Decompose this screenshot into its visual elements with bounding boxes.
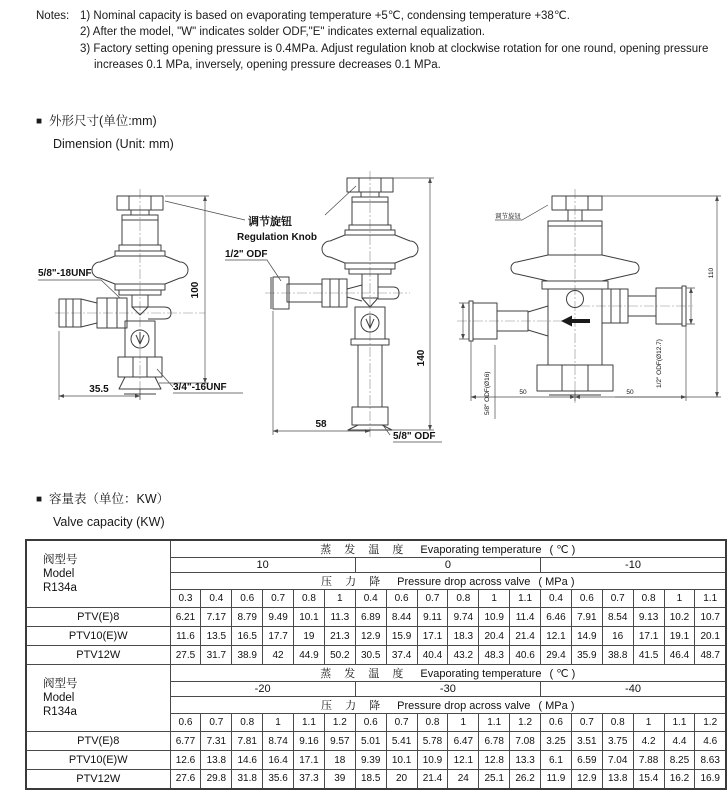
dimension-title-cn: ■ 外形尺寸(单位:mm)	[36, 114, 157, 129]
capacity-value: 18.3	[448, 627, 479, 646]
pressure-drop-value: 0.7	[417, 590, 448, 608]
section-bullet-icon: ■	[36, 494, 43, 506]
capacity-value: 7.91	[571, 608, 602, 627]
capacity-value: 3.51	[571, 732, 602, 751]
valve-body-outline	[271, 178, 418, 430]
capacity-value: 16.5	[232, 627, 263, 646]
capacity-value: 10.7	[695, 608, 726, 627]
note-item-2: 2) After the model, "W" indicates solder ODF,"E" indicates external equalization.	[80, 26, 485, 39]
capacity-value: 30.5	[355, 646, 386, 665]
capacity-value: 8.63	[695, 751, 726, 770]
capacity-value: 39	[324, 770, 355, 789]
pressure-drop-value: 0.6	[355, 714, 386, 732]
capacity-value: 7.04	[602, 751, 633, 770]
pressure-drop-value: 1	[448, 714, 479, 732]
notes-label: Notes:	[36, 10, 70, 22]
capacity-value: 6.78	[479, 732, 510, 751]
capacity-value: 14.9	[571, 627, 602, 646]
capacity-value: 20.4	[479, 627, 510, 646]
capacity-value: 9.13	[633, 608, 664, 627]
capacity-value: 20.1	[695, 627, 726, 646]
capacity-section-header	[36, 491, 728, 531]
capacity-value: 9.39	[355, 751, 386, 770]
model-header-cn: 阀型号	[43, 554, 78, 567]
capacity-value: 11.3	[324, 608, 355, 627]
capacity-value: 12.6	[170, 751, 201, 770]
capacity-value: 9.49	[263, 608, 294, 627]
capacity-value: 38.8	[602, 646, 633, 665]
label-right-port: 1/2" ODF(Ø12.7)	[656, 339, 663, 389]
capacity-value: 7.08	[510, 732, 541, 751]
label-side-port: 1/2" ODF	[225, 249, 268, 261]
angle-valve-drawing	[38, 189, 243, 400]
capacity-value: 13.5	[201, 627, 232, 646]
pressure-drop-value: 0.7	[571, 714, 602, 732]
capacity-value: 7.81	[232, 732, 263, 751]
capacity-value: 12.1	[448, 751, 479, 770]
capacity-value: 31.8	[232, 770, 263, 789]
section-bullet-icon: ■	[36, 116, 43, 128]
note-item-3: 3) Factory setting opening pressure is 0.4MPa. Adjust regulation knob at clockwise rotation for one round, opening pressure increases 0.1 MPa, inversely, opening pressure decreases 0.1 MPa.	[80, 42, 709, 71]
evap-temp-value: -20	[170, 682, 355, 697]
capacity-value: 10.9	[417, 751, 448, 770]
capacity-value: 10.1	[386, 751, 417, 770]
knob-callout-en: Regulation Knob	[237, 232, 317, 244]
notes-block	[36, 8, 714, 73]
capacity-value: 29.8	[201, 770, 232, 789]
capacity-value: 7.17	[201, 608, 232, 627]
capacity-value: 9.16	[294, 732, 325, 751]
knob-callout-small-cn: 调节旋钮	[495, 213, 521, 221]
model-header-en: Model	[43, 692, 75, 705]
pressure-drop-value: 1.2	[695, 714, 726, 732]
capacity-value: 42	[263, 646, 294, 665]
capacity-value: 16.2	[664, 770, 695, 789]
evap-temp-value: -40	[541, 682, 727, 697]
model-header-cell	[26, 540, 170, 608]
pressure-drop-value: 0.4	[201, 590, 232, 608]
dim-height-140: 140	[416, 349, 427, 367]
valve-body-outline	[469, 196, 686, 395]
pressure-drop-value: 0.4	[355, 590, 386, 608]
capacity-table	[25, 539, 727, 790]
capacity-value: 10.2	[664, 608, 695, 627]
capacity-value: 13.8	[602, 770, 633, 789]
capacity-value: 48.3	[479, 646, 510, 665]
capacity-value: 9.74	[448, 608, 479, 627]
pressure-drop-header: 压 力 降 Pressure drop across valve ( MPa )	[170, 697, 726, 714]
straight-valve-drawing	[225, 171, 442, 442]
capacity-value: 9.11	[417, 608, 448, 627]
capacity-value: 21.3	[324, 627, 355, 646]
capacity-value: 31.7	[201, 646, 232, 665]
capacity-value: 40.6	[510, 646, 541, 665]
pressure-drop-value: 0.6	[541, 714, 572, 732]
model-name: PTV10(E)W	[26, 751, 170, 770]
capacity-value: 35.9	[571, 646, 602, 665]
label-side-thread: 5/8"-18UNF	[38, 268, 92, 280]
regulation-knob-callout	[165, 186, 356, 243]
pressure-drop-value: 1.1	[294, 714, 325, 732]
model-header-refrigerant: R134a	[43, 582, 77, 595]
evap-temp-value: 0	[355, 558, 540, 573]
evap-temp-header: 蒸 发 温 度 Evaporating temperature ( ℃ )	[170, 540, 726, 558]
capacity-value: 21.4	[510, 627, 541, 646]
valve-orifice-symbol	[366, 316, 374, 328]
pressure-drop-header: 压 力 降 Pressure drop across valve ( MPa )	[170, 573, 726, 590]
dim-left-50: 50	[519, 389, 527, 397]
capacity-value: 10.9	[479, 608, 510, 627]
pressure-drop-value: 0.7	[263, 590, 294, 608]
capacity-value: 5.78	[417, 732, 448, 751]
pressure-drop-value: 1	[263, 714, 294, 732]
capacity-value: 27.6	[170, 770, 201, 789]
pressure-drop-value: 1.1	[695, 590, 726, 608]
model-header-cell	[26, 665, 170, 732]
capacity-value: 6.59	[571, 751, 602, 770]
capacity-value: 21.4	[417, 770, 448, 789]
capacity-value: 18	[324, 751, 355, 770]
capacity-value: 18.5	[355, 770, 386, 789]
knob-callout-leaders	[165, 186, 356, 220]
pressure-drop-value: 0.3	[170, 590, 201, 608]
capacity-value: 37.3	[294, 770, 325, 789]
capacity-value: 17.1	[294, 751, 325, 770]
capacity-value: 12.1	[541, 627, 572, 646]
pressure-drop-value: 1.1	[510, 590, 541, 608]
pressure-drop-value: 0.7	[201, 714, 232, 732]
capacity-value: 44.9	[294, 646, 325, 665]
capacity-value: 8.79	[232, 608, 263, 627]
dimension-drawing	[25, 163, 728, 453]
capacity-value: 6.46	[541, 608, 572, 627]
capacity-title-cn: ■ 容量表（单位：KW）	[36, 492, 170, 507]
capacity-value: 4.4	[664, 732, 695, 751]
valve-body-outline	[59, 196, 188, 394]
capacity-value: 6.89	[355, 608, 386, 627]
capacity-value: 15.4	[633, 770, 664, 789]
pressure-drop-value: 0.4	[541, 590, 572, 608]
pressure-drop-value: 0.8	[448, 590, 479, 608]
pressure-drop-value: 1.2	[324, 714, 355, 732]
capacity-value: 8.44	[386, 608, 417, 627]
capacity-value: 6.47	[448, 732, 479, 751]
capacity-value: 8.25	[664, 751, 695, 770]
dim-right-50: 50	[626, 389, 634, 397]
capacity-value: 3.75	[602, 732, 633, 751]
note-item-1: 1) Nominal capacity is based on evaporating temperature +5℃, condensing temperature +38℃.	[80, 10, 570, 22]
pressure-drop-value: 1	[479, 590, 510, 608]
valve1-dimensions	[38, 196, 243, 400]
capacity-value: 8.54	[602, 608, 633, 627]
pressure-drop-value: 0.8	[633, 590, 664, 608]
lateral-valve-drawing	[457, 189, 721, 419]
capacity-value: 6.21	[170, 608, 201, 627]
pressure-drop-value: 0.6	[386, 590, 417, 608]
capacity-value: 4.6	[695, 732, 726, 751]
notes-list	[80, 8, 714, 73]
capacity-value: 7.31	[201, 732, 232, 751]
dimension-title-en: Dimension (Unit: mm)	[53, 137, 174, 152]
pressure-drop-value: 0.6	[571, 590, 602, 608]
capacity-value: 12.9	[355, 627, 386, 646]
capacity-value: 6.77	[170, 732, 201, 751]
flow-direction-arrow	[561, 316, 590, 327]
capacity-value: 11.9	[541, 770, 572, 789]
model-name: PTV(E)8	[26, 732, 170, 751]
capacity-value: 5.01	[355, 732, 386, 751]
capacity-value: 8.74	[263, 732, 294, 751]
capacity-value: 16.4	[263, 751, 294, 770]
capacity-value: 3.25	[541, 732, 572, 751]
valve-orifice-symbol	[136, 332, 144, 344]
pressure-drop-value: 0.7	[602, 590, 633, 608]
label-bottom-port: 5/8" ODF	[393, 431, 436, 443]
pressure-drop-value: 0.8	[417, 714, 448, 732]
capacity-value: 35.6	[263, 770, 294, 789]
capacity-value: 14.6	[232, 751, 263, 770]
capacity-value: 20	[386, 770, 417, 789]
capacity-value: 17.1	[633, 627, 664, 646]
pressure-drop-value: 0.6	[232, 590, 263, 608]
capacity-table-block-1	[26, 540, 726, 665]
model-header-en: Model	[43, 568, 75, 581]
capacity-value: 4.2	[633, 732, 664, 751]
dim-width-35-5: 35.5	[89, 384, 109, 396]
capacity-value: 12.9	[571, 770, 602, 789]
evap-temp-header: 蒸 发 温 度 Evaporating temperature ( ℃ )	[170, 665, 726, 682]
capacity-value: 27.5	[170, 646, 201, 665]
capacity-value: 17.1	[417, 627, 448, 646]
dim-height-110: 110	[708, 268, 715, 279]
pressure-drop-value: 1.1	[664, 714, 695, 732]
capacity-value: 11.4	[510, 608, 541, 627]
model-name: PTV12W	[26, 770, 170, 789]
capacity-value: 10.1	[294, 608, 325, 627]
capacity-value: 11.6	[170, 627, 201, 646]
capacity-value: 48.7	[695, 646, 726, 665]
model-header-cn: 阀型号	[43, 678, 78, 691]
pressure-drop-value: 0.7	[386, 714, 417, 732]
capacity-value: 50.2	[324, 646, 355, 665]
capacity-value: 46.4	[664, 646, 695, 665]
label-bottom-thread: 3/4"-16UNF	[173, 382, 227, 394]
model-header-refrigerant: R134a	[43, 706, 77, 719]
capacity-value: 29.4	[541, 646, 572, 665]
pressure-drop-value: 1.2	[510, 714, 541, 732]
pressure-drop-value: 0.8	[232, 714, 263, 732]
capacity-value: 37.4	[386, 646, 417, 665]
model-name: PTV12W	[26, 646, 170, 665]
capacity-value: 9.57	[324, 732, 355, 751]
capacity-value: 19	[294, 627, 325, 646]
capacity-title-en: Valve capacity (KW)	[53, 515, 165, 530]
dim-height-100: 100	[190, 281, 201, 299]
capacity-value: 25.1	[479, 770, 510, 789]
label-left-port: 5/8" ODF(Ø16)	[484, 371, 491, 416]
capacity-value: 16.9	[695, 770, 726, 789]
capacity-value: 13.8	[201, 751, 232, 770]
pressure-drop-value: 0.8	[294, 590, 325, 608]
dim-width-58: 58	[315, 419, 327, 431]
evap-temp-value: -30	[355, 682, 540, 697]
pressure-drop-value: 0.6	[170, 714, 201, 732]
capacity-table-block-2	[26, 665, 726, 789]
capacity-value: 6.1	[541, 751, 572, 770]
model-name: PTV(E)8	[26, 608, 170, 627]
capacity-value: 15.9	[386, 627, 417, 646]
capacity-value: 7.88	[633, 751, 664, 770]
capacity-value: 40.4	[417, 646, 448, 665]
capacity-value: 38.9	[232, 646, 263, 665]
pressure-drop-value: 1	[324, 590, 355, 608]
capacity-value: 43.2	[448, 646, 479, 665]
capacity-value: 16	[602, 627, 633, 646]
model-name: PTV10(E)W	[26, 627, 170, 646]
capacity-value: 19.1	[664, 627, 695, 646]
evap-temp-value: 10	[170, 558, 355, 573]
pressure-drop-value: 0.8	[602, 714, 633, 732]
capacity-value: 13.3	[510, 751, 541, 770]
pressure-drop-value: 1.1	[479, 714, 510, 732]
capacity-value: 41.5	[633, 646, 664, 665]
capacity-value: 5.41	[386, 732, 417, 751]
pressure-drop-value: 1	[664, 590, 695, 608]
evap-temp-value: -10	[541, 558, 727, 573]
capacity-value: 17.7	[263, 627, 294, 646]
pressure-drop-value: 1	[633, 714, 664, 732]
dimension-section-header	[36, 113, 728, 153]
capacity-value: 26.2	[510, 770, 541, 789]
capacity-value: 12.8	[479, 751, 510, 770]
capacity-value: 24	[448, 770, 479, 789]
knob-callout-cn: 调节旋钮	[248, 216, 292, 229]
